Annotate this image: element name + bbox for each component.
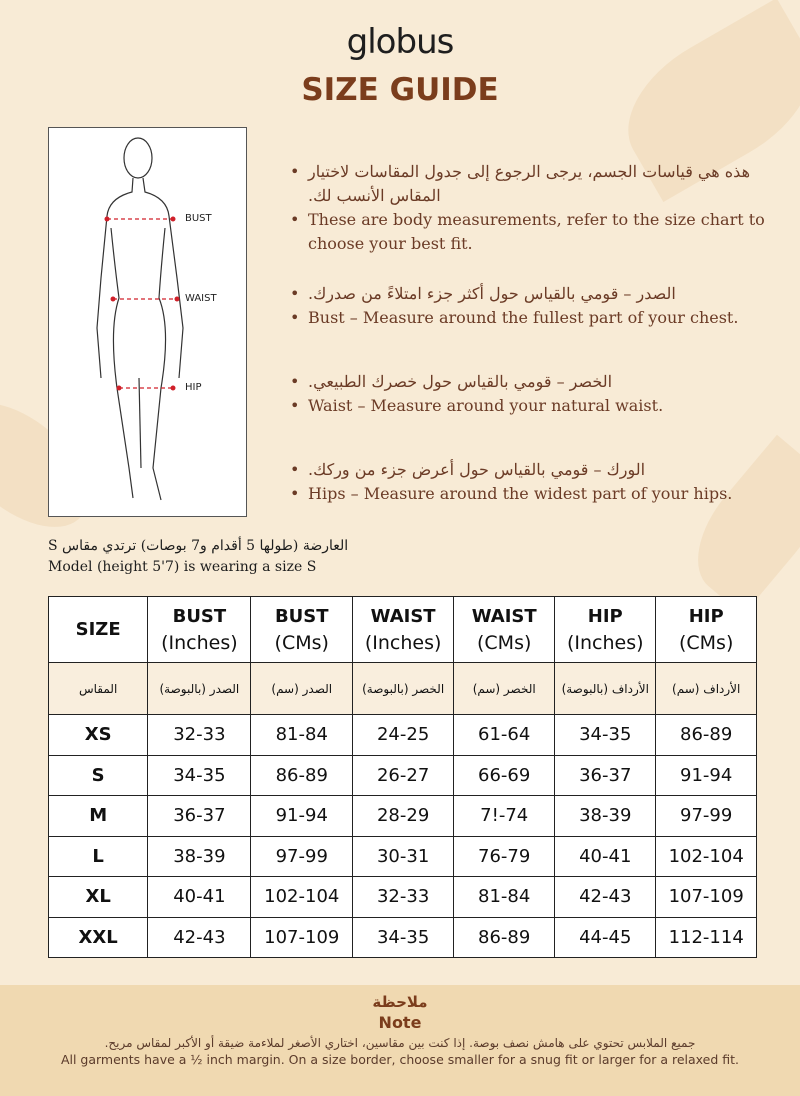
column-header [353,597,454,663]
measurement-cell: 81-84 [251,715,353,756]
bullet-text-en: Hips – Measure around the widest part of your hips. [308,484,733,503]
column-header [454,597,555,663]
measurement-cell: 24-25 [353,715,454,756]
measurement-cell: 86-89 [454,917,555,958]
measurement-cell: 44-45 [555,917,656,958]
measurement-cell: 42-43 [555,877,656,918]
measurement-cell: 36-37 [555,755,656,796]
measurement-cell: 34-35 [353,917,454,958]
column-header [148,597,251,663]
measurement-cell: 32-33 [148,715,251,756]
table-row [49,917,757,958]
header-label: WAIST [471,605,537,627]
measurement-cell: 102-104 [656,836,757,877]
header-label: SIZE [75,618,121,640]
model-info [48,536,348,578]
size-cell: L [49,836,148,877]
measurement-cell: 7!-74 [454,796,555,837]
label-waist: WAIST [185,293,217,304]
measurement-cell: 36-37 [148,796,251,837]
measurement-cell: 38-39 [148,836,251,877]
bullet-text-ar: الخصر – قومي بالقياس حول خصرك الطبيعي. [308,372,613,391]
measurement-cell: 34-35 [555,715,656,756]
measurement-cell: 86-89 [656,715,757,756]
header-unit: (CMs) [274,631,329,654]
measurement-cell: 40-41 [148,877,251,918]
header-label: BUST [274,605,329,627]
arabic-header: الصدر (بالبوصة) [148,663,251,715]
bullet-text-en: Bust – Measure around the fullest part of your chest. [308,308,739,327]
bullet-text-ar: هذه هي قياسات الجسم، يرجى الرجوع إلى جدول المقاسات لاختيار المقاس الأنسب لك. [308,162,751,205]
measurement-cell: 30-31 [353,836,454,877]
bullet-text-en: These are body measurements, refer to the size chart to choose your best fit. [308,210,765,253]
table-row [49,796,757,837]
body-silhouette-icon [49,128,246,516]
measurement-cell: 34-35 [148,755,251,796]
size-cell: M [49,796,148,837]
measurement-cell: 40-41 [555,836,656,877]
bullet-intro: • هذه هي قياسات الجسم، يرجى الرجوع إلى جدول المقاسات لاختيار المقاس الأنسب لك. • These are body measurements, refer to the size chart to choose your best fit. [290,162,765,253]
column-header [656,597,757,663]
note-text-ar: جميع الملابس تحتوي على هامش نصف بوصة. إذا كنت بين مقاسين، اختاري الأصغر لملاءمة ضيقة أو الأكبر لمقاس مريح. [104,1036,696,1050]
arabic-header: الأرداف (بالبوصة) [555,663,656,715]
measurement-cell: 97-99 [656,796,757,837]
header-label: HIP [688,605,724,627]
brand-logo: globus [346,22,454,62]
arabic-header: الصدر (سم) [251,663,353,715]
measurement-cell: 86-89 [251,755,353,796]
note-title-ar: ملاحظة [372,993,428,1011]
measurement-cell: 28-29 [353,796,454,837]
bullet-text-ar: الصدر – قومي بالقياس حول أكثر جزء امتلاءً من صدرك. [308,284,676,303]
measurement-cell: 32-33 [353,877,454,918]
table-row [49,836,757,877]
header-unit: (CMs) [678,631,734,654]
size-cell: XL [49,877,148,918]
column-header [251,597,353,663]
measurement-cell: 91-94 [656,755,757,796]
header-unit: (Inches) [161,631,238,654]
note-text-en: All garments have a ½ inch margin. On a size border, choose smaller for a snug fit or larger for a relaxed fit. [60,1052,740,1067]
measurement-cell: 102-104 [251,877,353,918]
measurement-cell: 97-99 [251,836,353,877]
size-chart-table [48,596,757,958]
measurement-cell: 81-84 [454,877,555,918]
arabic-header-row [49,663,757,715]
label-bust: BUST [185,213,212,224]
note-section [0,985,800,1096]
header-label: WAIST [370,605,436,627]
table-row [49,715,757,756]
measurement-instructions [288,160,768,532]
column-header [49,597,148,663]
measurement-cell: 61-64 [454,715,555,756]
measurement-cell: 42-43 [148,917,251,958]
note-title-en: Note [378,1013,422,1032]
measurement-cell: 26-27 [353,755,454,796]
bullet-text-ar: الورك – قومي بالقياس حول أعرض جزء من وركك. [308,460,646,479]
column-header [555,597,656,663]
header-unit: (Inches) [364,631,442,654]
measurement-cell: 76-79 [454,836,555,877]
size-cell: XS [49,715,148,756]
model-info-ar: العارضة (طولها 5 أقدام و7 بوصات) ترتدي مقاس S [48,538,349,554]
bullet-hips: • الورك – قومي بالقياس حول أعرض جزء من وركك. • Hips – Measure around the widest part of your hips. [290,460,733,503]
bullet-text-en: Waist – Measure around your natural waist. [308,396,664,415]
label-hip: HIP [185,382,202,393]
arabic-header: الخصر (سم) [454,663,555,715]
size-cell: XXL [49,917,148,958]
bullet-bust: • الصدر – قومي بالقياس حول أكثر جزء امتلاءً من صدرك. • Bust – Measure around the fullest part of your chest. [290,284,739,327]
table-row [49,755,757,796]
arabic-header: المقاس [49,663,148,715]
arabic-header: الخصر (بالبوصة) [353,663,454,715]
bullet-waist: • الخصر – قومي بالقياس حول خصرك الطبيعي. • Waist – Measure around your natural waist. [290,372,664,415]
measurement-cell: 38-39 [555,796,656,837]
header-unit: (Inches) [566,631,644,654]
model-info-en: Model (height 5'7) is wearing a size S [48,559,317,575]
measurement-cell: 66-69 [454,755,555,796]
header-unit: (CMs) [477,631,532,654]
arabic-header: الأرداف (سم) [656,663,757,715]
measurement-cell: 112-114 [656,917,757,958]
header-label: HIP [587,605,623,627]
body-measurement-figure [48,127,247,517]
size-cell: S [49,755,148,796]
header-label: BUST [172,605,227,627]
measurement-cell: 107-109 [251,917,353,958]
page-title: SIZE GUIDE [301,72,499,108]
table-row [49,877,757,918]
measurement-cell: 107-109 [656,877,757,918]
measurement-cell: 91-94 [251,796,353,837]
